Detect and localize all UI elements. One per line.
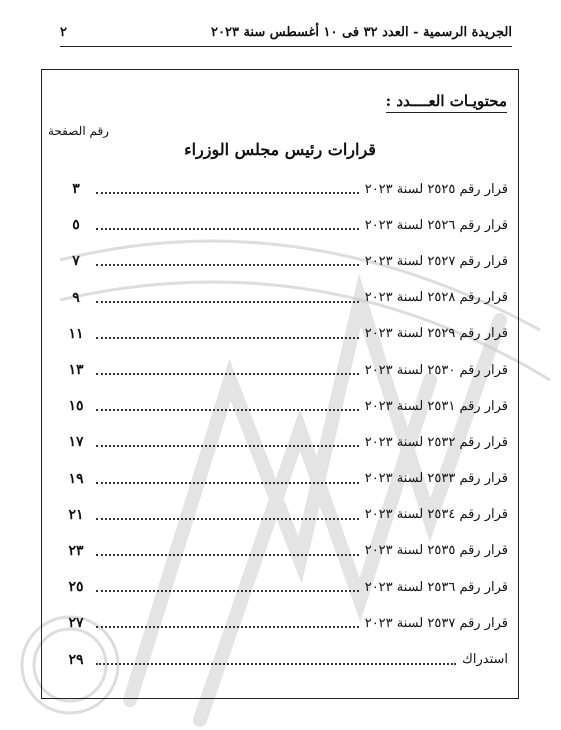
toc-entry-label: قرار رقم ٢٥٢٨ لسنة ٢٠٢٣: [364, 290, 508, 306]
toc-leader-dots: [96, 264, 359, 266]
toc-leader-dots: [96, 301, 359, 303]
gazette-title: الجريدة الرسمية - العدد ٣٢ فى ١٠ أغسطس سنة ٢٠٢٣: [211, 24, 512, 40]
toc-entry[interactable]: [62, 280, 508, 316]
toc-entry-page: ١٥: [68, 398, 84, 415]
toc-entry[interactable]: [62, 171, 508, 207]
toc-entry-label: قرار رقم ٢٥٣٢ لسنة ٢٠٢٣: [364, 434, 508, 450]
toc-leader-dots: [96, 663, 456, 665]
page-number: ٢: [60, 24, 67, 40]
toc-entry-label: قرار رقم ٢٥٣٤ لسنة ٢٠٢٣: [364, 507, 508, 523]
toc-entry-label: قرار رقم ٢٥٣٠ لسنة ٢٠٢٣: [364, 362, 508, 378]
toc-entry-page: ٢٧: [68, 615, 84, 632]
toc-leader-dots: [96, 228, 359, 230]
toc-entry[interactable]: [62, 352, 508, 388]
toc-entry[interactable]: [62, 461, 508, 497]
toc-entry-label: استدراك: [462, 652, 508, 668]
toc-entry[interactable]: [62, 388, 508, 424]
toc-leader-dots: [96, 554, 359, 556]
toc-entry-page: ٢١: [68, 506, 84, 523]
toc-leader-dots: [96, 409, 359, 411]
toc-entry-label: قرار رقم ٢٥٢٥ لسنة ٢٠٢٣: [364, 181, 508, 197]
toc-entry[interactable]: [62, 569, 508, 605]
toc-entry[interactable]: [62, 533, 508, 569]
toc-entry[interactable]: [62, 207, 508, 243]
toc-entry-label: قرار رقم ٢٥٣٧ لسنة ٢٠٢٣: [364, 615, 508, 631]
toc-entry-label: قرار رقم ٢٥٣٣ لسنة ٢٠٢٣: [364, 471, 508, 487]
toc-entry-page: ٧: [72, 253, 80, 270]
toc-leader-dots: [96, 373, 359, 375]
toc-entry-page: ٩: [72, 289, 80, 306]
toc-entry-page: ٢٣: [68, 542, 84, 559]
page-column-label: رقم الصفحة: [48, 124, 109, 138]
toc-entry-page: ١٧: [68, 434, 84, 451]
toc-entry[interactable]: [62, 641, 508, 677]
toc-entry[interactable]: [62, 424, 508, 460]
toc-entry-page: ١١: [68, 325, 84, 342]
toc-entry-label: قرار رقم ٢٥٣٥ لسنة ٢٠٢٣: [364, 543, 508, 559]
contents-frame: [41, 69, 519, 699]
toc-entry[interactable]: [62, 605, 508, 641]
toc-leader-dots: [96, 445, 359, 447]
toc-leader-dots: [96, 518, 359, 520]
toc-entry-label: قرار رقم ٢٥٣١ لسنة ٢٠٢٣: [364, 398, 508, 414]
section-title: قرارات رئيس مجلس الوزراء: [184, 140, 376, 159]
toc-entry-label: قرار رقم ٢٥٢٧ لسنة ٢٠٢٣: [364, 253, 508, 269]
contents-title: محتويـات العــــدد :: [386, 92, 507, 113]
header-divider: [60, 46, 512, 47]
toc-leader-dots: [96, 337, 359, 339]
toc-entry-page: ٢٥: [68, 579, 84, 596]
toc-leader-dots: [96, 626, 359, 628]
toc-list: [62, 171, 508, 678]
toc-entry-page: ١٣: [68, 362, 84, 379]
toc-entry-label: قرار رقم ٢٥٢٩ لسنة ٢٠٢٣: [364, 326, 508, 342]
toc-entry-label: قرار رقم ٢٥٢٦ لسنة ٢٠٢٣: [364, 217, 508, 233]
toc-leader-dots: [96, 192, 359, 194]
toc-entry-label: قرار رقم ٢٥٣٦ لسنة ٢٠٢٣: [364, 579, 508, 595]
toc-entry[interactable]: [62, 497, 508, 533]
page-header: [60, 22, 512, 42]
toc-entry-page: ٢٩: [68, 651, 84, 668]
toc-leader-dots: [96, 590, 359, 592]
toc-leader-dots: [96, 482, 359, 484]
toc-entry[interactable]: [62, 316, 508, 352]
toc-entry-page: ١٩: [68, 470, 84, 487]
toc-entry-page: ٣: [72, 181, 80, 198]
toc-entry[interactable]: [62, 243, 508, 279]
toc-entry-page: ٥: [72, 217, 80, 234]
